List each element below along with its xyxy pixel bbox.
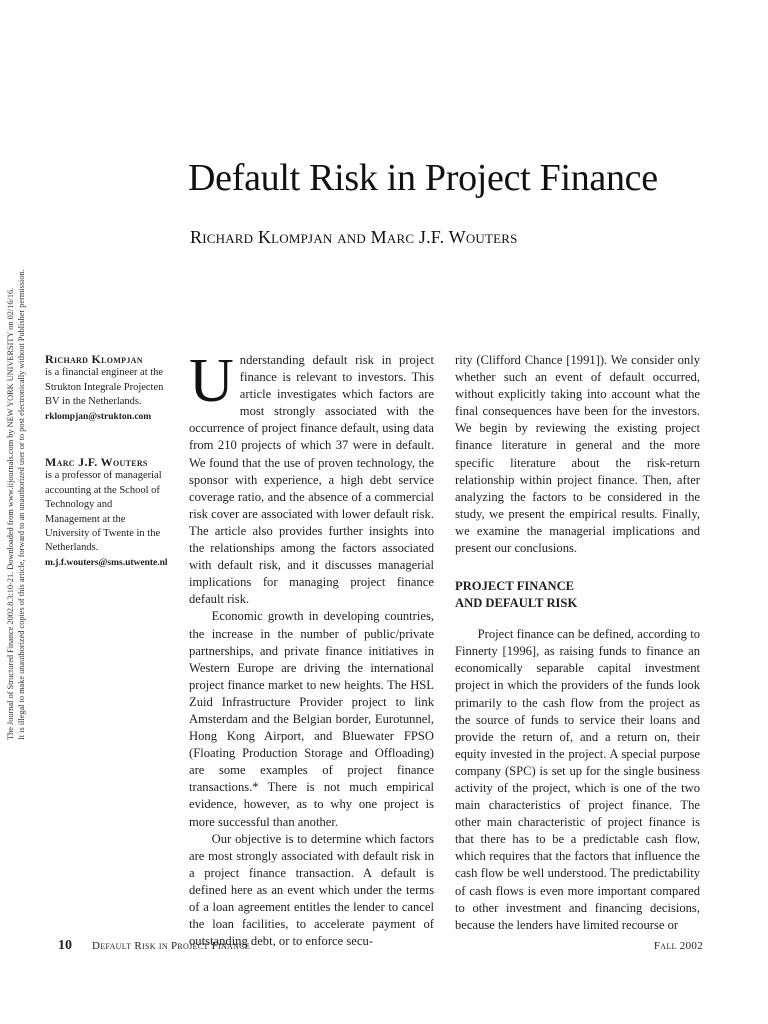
paragraph-objective: Our objective is to determine which factors are most strongly associated with default risk in a project finance transaction. A default is defined here as an event which under the terms of a loan agreement entitles the lender to cancel the loan facilities, to accelerate payment of outstanding debt, or to enforce secu- bbox=[189, 831, 434, 949]
bio-email[interactable]: rklompjan@strukton.com bbox=[45, 411, 152, 422]
bio-text: is a professor of managerial accounting at the School of Technology and Management at the University of Twente in the Netherlands. bbox=[45, 470, 162, 554]
running-title: Default Risk in Project Finance bbox=[92, 940, 251, 952]
issue-label: Fall 2002 bbox=[653, 940, 703, 952]
copyright-notice bbox=[5, 260, 29, 740]
page-number: 10 bbox=[58, 938, 72, 953]
paragraph-continuation: rity (Clifford Chance [1991]). We consider only whether such an event of default occurred, without explicitly taking into account what the final consequences have been for the investors. We begin by reviewing the existing project finance literature in general and the more specific literature about the risk-return relationship within project finance. Then, after analyzing the factors to be considered in the study, we present the empirical results. Finally, we examine the managerial implications and present our conclusions. bbox=[455, 353, 700, 556]
author-bio-wouters bbox=[45, 455, 168, 570]
section-heading-line-1: PROJECT FINANCE bbox=[455, 579, 575, 594]
bio-email[interactable]: m.j.f.wouters@sms.utwente.nl bbox=[45, 557, 168, 568]
bio-text: is a financial engineer at the Strukton Integrale Projecten BV in the Netherlands. bbox=[45, 367, 164, 408]
intro-text: nderstanding default risk in project finance is relevant to investors. This article investigates which factors are most strongly associated with the occurrence of project finance default, using data from 210 projects of which 37 were in default. We found that the use of proven technology, the sponsor with experience, a high debt service coverage ratio, and the absence of a commercial risk cover are associated with lower default risk. The article also provides further insights into the relationships among the factors associated with default risk, and it discusses managerial implications for managing project finance default risk. bbox=[189, 353, 434, 607]
copyright-line-1: The Journal of Structured Finance 2002.8.3:10-21. Downloaded from www.iijournals.com by NEW YORK UNIVERSITY on 02/16/16. bbox=[6, 287, 15, 740]
paragraph-definition: Project finance can be defined, according to Finnerty [1996], as raising funds to finance an economically separable capital investment project in which the providers of the funds look primarily to the cash flow from the project as the source of funds to service their loans and provide the return of, and a return on, their equity invested in the project. A special purpose company (SPC) is set up for the single business activity of the project, which is one of the two main characteristics of project finance. The other main characteristic of project finance is that there has to be a predictable cash flow, which requires that the factors that influence the cash flow be well understood. The predictability of cash flows is even more important compared to other investment and financing decisions, because the lenders have limited recourse or bbox=[455, 627, 700, 932]
author-bio-klompjan bbox=[45, 352, 165, 424]
section-heading-line-2: AND DEFAULT RISK bbox=[455, 596, 578, 611]
dropcap-letter: U bbox=[189, 347, 234, 415]
bio-name: Richard Klompjan bbox=[45, 352, 143, 366]
copyright-line-2: It is illegal to make unauthorized copies of this article, forward to an unauthorized user or to post electronically without Publisher permission. bbox=[17, 269, 26, 740]
article-title: Default Risk in Project Finance bbox=[188, 157, 658, 199]
page-footer bbox=[58, 940, 703, 958]
body-column-2 bbox=[455, 352, 700, 934]
section-heading bbox=[455, 578, 700, 612]
bio-name: Marc J.F. Wouters bbox=[45, 455, 148, 469]
paragraph-economic-growth: Economic growth in developing countries, the increase in the number of public/private partnerships, and private finance initiatives in Western Europe are driving the international project finance market to new heights. The HSL Zuid Infrastructure Provider project to link Amsterdam and the Belgian border, Eurotunnel, Hong Kong Airport, and Bluewater FPSO (Floating Production Storage and Offloading) are some examples of project finance transactions.* There is not much empirical evidence, however, as to why one project is more successful than another. bbox=[189, 609, 434, 829]
article-authors: Richard Klompjan and Marc J.F. Wouters bbox=[190, 227, 518, 247]
body-column-1 bbox=[189, 347, 434, 950]
intro-paragraph bbox=[189, 347, 434, 608]
